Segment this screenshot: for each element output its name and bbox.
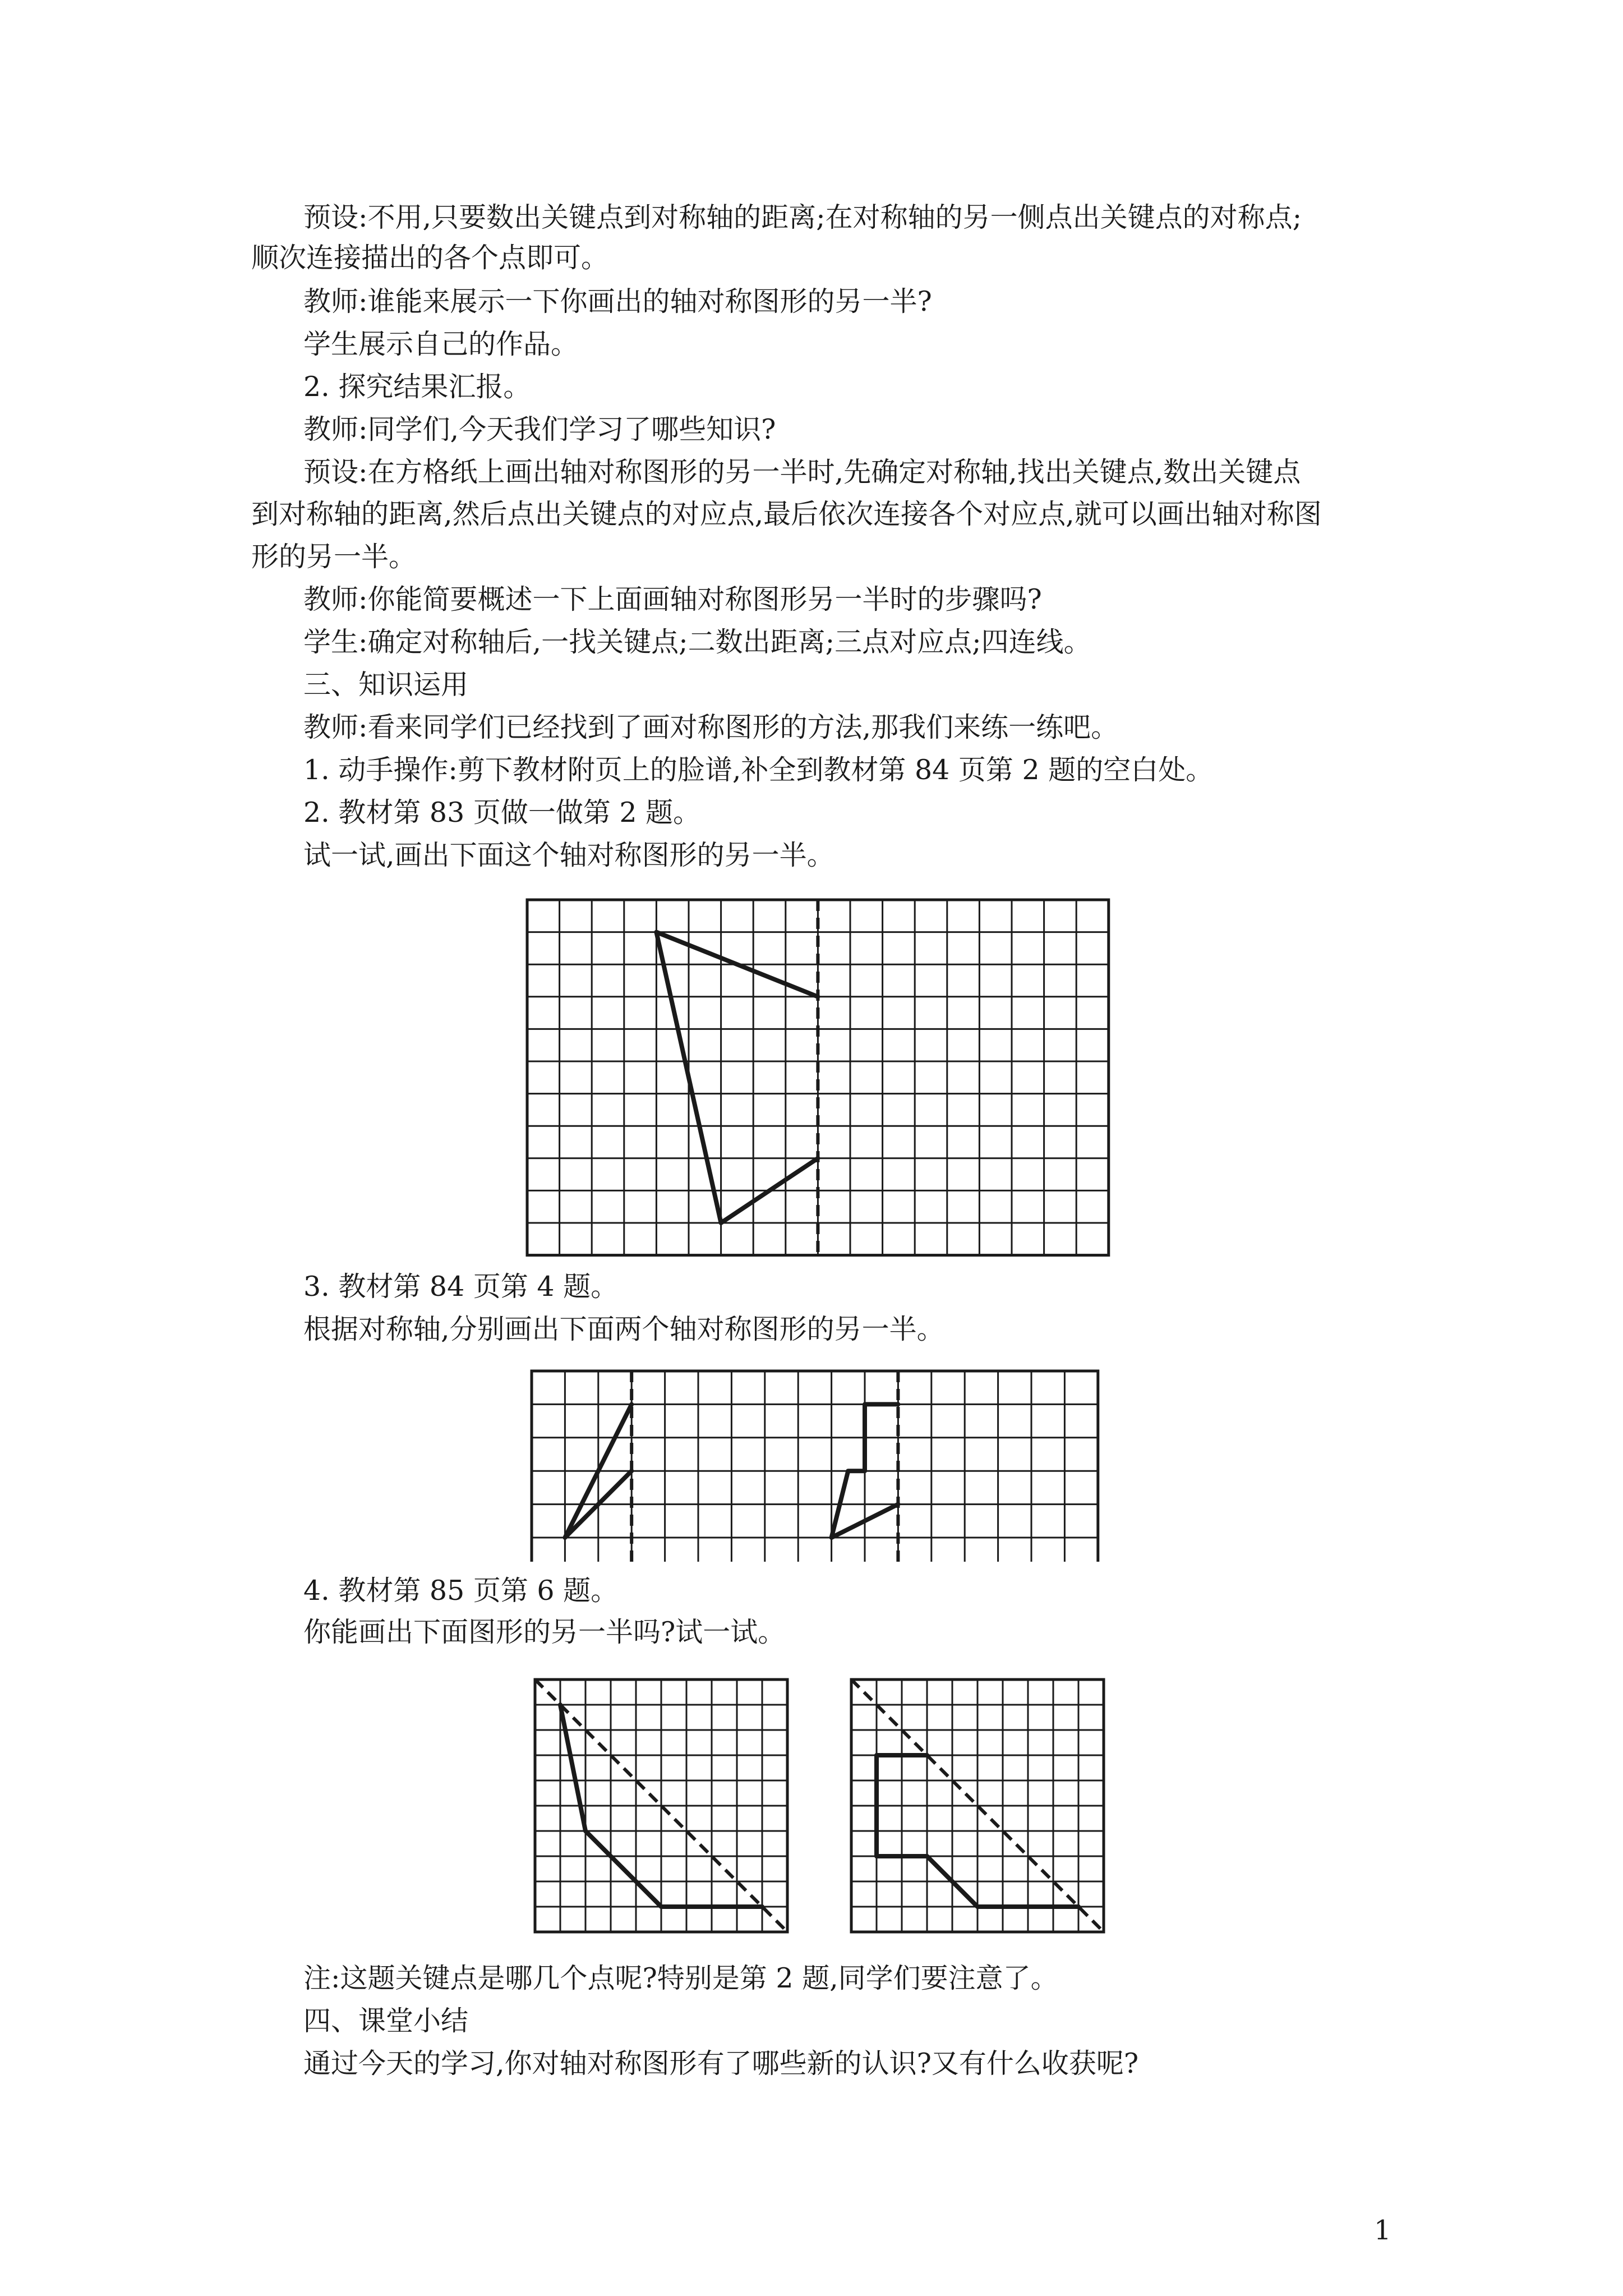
- paragraph-line: 预设:不用,只要数出关键点到对称轴的距离;在对称轴的另一侧点出关键点的对称点;: [303, 201, 1302, 233]
- page-number: 1: [1374, 2215, 1391, 2246]
- figure-grid-3a: [533, 1677, 791, 1935]
- paragraph-line: 教师:同学们,今天我们学习了哪些知识?: [303, 413, 776, 445]
- figure-grid-3b: [849, 1677, 1107, 1935]
- paragraph-line: 3. 教材第 84 页第 4 题。: [303, 1271, 619, 1303]
- paragraph-line: 你能画出下面图形的另一半吗?试一试。: [303, 1616, 786, 1648]
- figure-grid-1: [525, 898, 1114, 1259]
- paragraph-line: 学生展示自己的作品。: [303, 328, 579, 360]
- half-figure: [656, 932, 818, 1223]
- section-heading: 三、知识运用: [303, 669, 469, 701]
- paragraph-line: 试一试,画出下面这个轴对称图形的另一半。: [303, 839, 834, 871]
- grid-border: [532, 1371, 1098, 1562]
- paragraph-line: 2. 教材第 83 页做一做第 2 题。: [303, 797, 701, 829]
- section-heading: 四、课堂小结: [303, 2005, 469, 2037]
- paragraph-line: 顺次连接描出的各个点即可。: [251, 242, 609, 274]
- paragraph-line: 预设:在方格纸上画出轴对称图形的另一半时,先确定对称轴,找出关键点,数出关键点: [303, 456, 1301, 488]
- paragraph-line: 根据对称轴,分别画出下面两个轴对称图形的另一半。: [303, 1313, 944, 1345]
- section-heading: 2. 探究结果汇报。: [303, 371, 531, 403]
- figure-grid-2: [529, 1369, 1108, 1562]
- paragraph-line: 1. 动手操作:剪下教材附页上的脸谱,补全到教材第 84 页第 2 题的空白处。: [303, 754, 1214, 786]
- paragraph-line: 教师:你能简要概述一下上面画轴对称图形另一半时的步骤吗?: [303, 583, 1042, 615]
- paragraph-line: 教师:谁能来展示一下你画出的轴对称图形的另一半?: [303, 286, 932, 318]
- note-line: 注:这题关键点是哪几个点呢?特别是第 2 题,同学们要注意了。: [303, 1962, 1058, 1994]
- paragraph-line: 到对称轴的距离,然后点出关键点的对应点,最后依次连接各个对应点,就可以画出轴对称图: [251, 498, 1322, 530]
- paragraph-line: 教师:看来同学们已经找到了画对称图形的方法,那我们来练一练吧。: [303, 711, 1119, 743]
- paragraph-line: 学生:确定对称轴后,一找关键点;二数出距离;三点对应点;四连线。: [303, 626, 1091, 658]
- paragraph-line: 形的另一半。: [251, 541, 417, 573]
- paragraph-line: 通过今天的学习,你对轴对称图形有了哪些新的认识?又有什么收获呢?: [303, 2047, 1139, 2079]
- paragraph-line: 4. 教材第 85 页第 6 题。: [303, 1575, 619, 1607]
